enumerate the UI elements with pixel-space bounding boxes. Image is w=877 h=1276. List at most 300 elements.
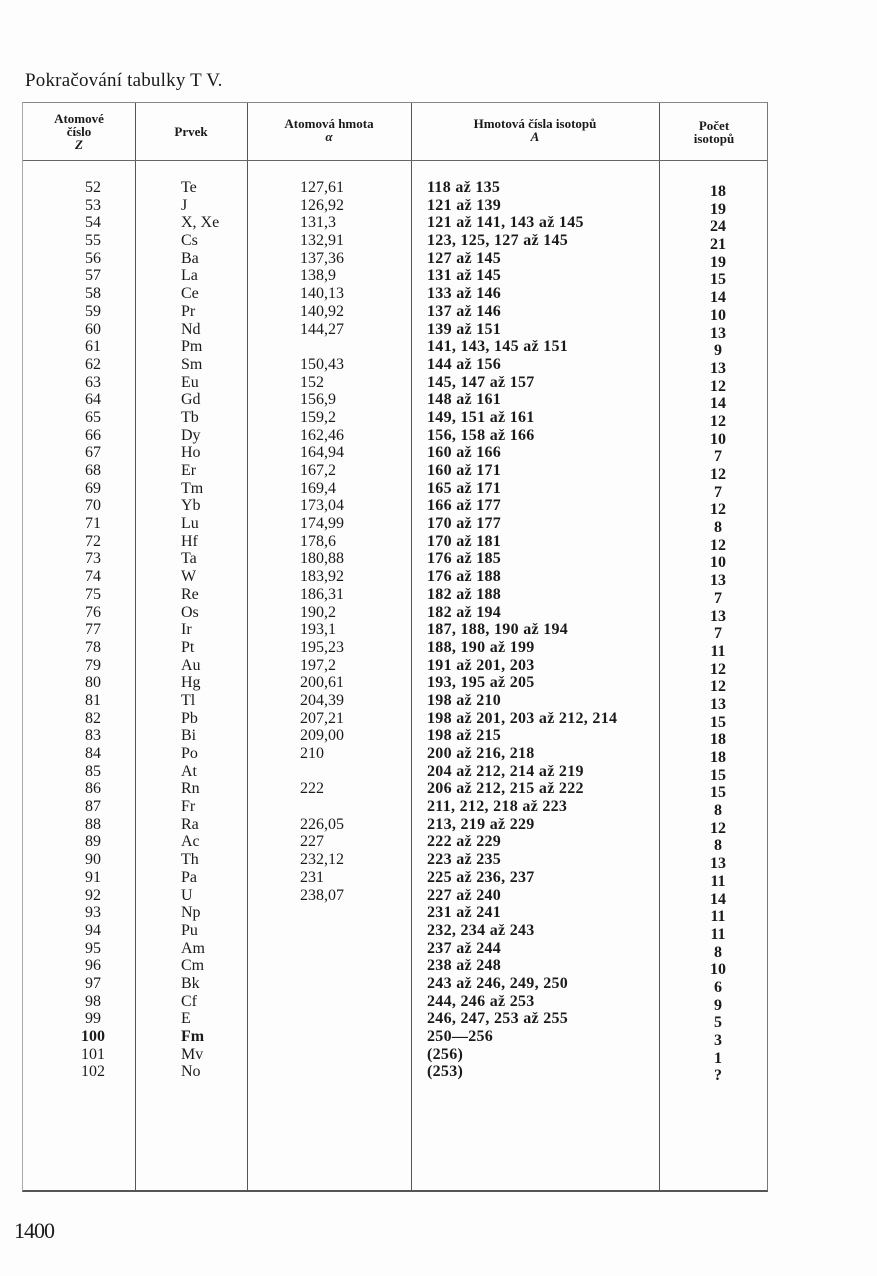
table-row xyxy=(23,550,767,572)
isotopes-cell: 191 až 201, 203 xyxy=(427,656,535,674)
element-cell: Nd xyxy=(181,320,201,338)
table-caption: Pokračování tabulky T V. xyxy=(25,70,223,91)
atomic-mass-cell: 226,05 xyxy=(300,815,344,833)
header-text: Hmotová čísla isotopů xyxy=(473,116,597,131)
element-cell: Am xyxy=(181,939,205,957)
header-element xyxy=(135,103,247,160)
table-row xyxy=(23,320,767,342)
table-row xyxy=(23,939,767,961)
isotopes-cell: 198 až 215 xyxy=(427,727,502,745)
isotopes-cell: 237 až 244 xyxy=(427,939,502,957)
isotope-count-cell: 18 xyxy=(710,731,726,749)
isotopes-cell: 121 až 139 xyxy=(427,196,502,214)
table-row xyxy=(23,1010,767,1032)
element-cell: Re xyxy=(181,585,199,603)
atomic-number-cell: 54 xyxy=(85,214,101,232)
isotopes-cell: 165 až 171 xyxy=(427,479,502,497)
atomic-mass-cell: 159,2 xyxy=(300,408,336,426)
atomic-mass-cell: 167,2 xyxy=(300,462,336,479)
atomic-mass-cell: 138,9 xyxy=(300,267,336,285)
atomic-number-cell: 67 xyxy=(85,444,101,462)
atomic-number-cell: 61 xyxy=(85,338,101,356)
atomic-mass-cell: 204,39 xyxy=(300,691,344,709)
element-cell: Ra xyxy=(181,815,199,833)
element-cell: U xyxy=(181,886,193,904)
header-text: číslo xyxy=(66,124,92,139)
table-row xyxy=(23,603,767,625)
isotopes-cell: 244, 246 až 253 xyxy=(427,992,535,1010)
atomic-mass-cell: 127,61 xyxy=(300,179,344,196)
element-cell: Os xyxy=(181,603,199,621)
element-cell: X, Xe xyxy=(181,214,220,232)
isotope-count-cell: 15 xyxy=(710,784,726,802)
atomic-mass-cell: 140,13 xyxy=(300,285,344,303)
table-row xyxy=(23,691,767,713)
atomic-number-cell: 95 xyxy=(85,939,101,957)
atomic-number-cell: 87 xyxy=(85,798,101,816)
atomic-number-cell: 65 xyxy=(85,408,101,426)
atomic-number-cell: 91 xyxy=(85,868,101,886)
header-isotope-mass-numbers xyxy=(411,103,659,160)
atomic-mass-cell: 222 xyxy=(300,780,324,798)
isotope-count-cell: 12 xyxy=(710,660,726,678)
isotopes-cell: 145, 147 až 157 xyxy=(427,373,535,391)
atomic-number-cell: 78 xyxy=(85,638,101,656)
atomic-number-cell: 83 xyxy=(85,727,101,745)
isotope-count-cell: 1 xyxy=(714,1049,722,1067)
atomic-number-cell: 84 xyxy=(85,745,101,762)
atomic-mass-cell: 150,43 xyxy=(300,355,344,373)
table-row xyxy=(23,1045,767,1067)
atomic-number-cell: 81 xyxy=(85,691,101,709)
isotope-count-cell: 15 xyxy=(710,271,726,289)
table-row xyxy=(23,444,767,466)
atomic-mass-cell: 131,3 xyxy=(300,214,336,232)
isotope-count-cell: 14 xyxy=(710,395,726,413)
table-row xyxy=(23,957,767,979)
isotope-count-cell: 6 xyxy=(714,978,722,996)
atomic-mass-cell: 137,36 xyxy=(300,249,344,267)
isotopes-cell: 206 až 212, 215 až 222 xyxy=(427,780,584,798)
atomic-mass-cell: 164,94 xyxy=(300,444,344,462)
table-row xyxy=(23,302,767,324)
isotope-count-cell: 13 xyxy=(710,324,726,342)
table-row xyxy=(23,833,767,855)
table-row xyxy=(23,1063,767,1085)
isotope-count-cell: 8 xyxy=(714,943,722,961)
atomic-number-cell: 70 xyxy=(85,497,101,515)
isotope-count-cell: 15 xyxy=(710,713,726,731)
header-divider xyxy=(23,160,767,161)
table-row xyxy=(23,355,767,377)
isotope-count-cell: ? xyxy=(714,1067,722,1085)
table-row xyxy=(23,886,767,908)
isotope-count-cell: 12 xyxy=(710,466,726,483)
atomic-mass-cell: 156,9 xyxy=(300,391,336,409)
isotope-count-cell: 19 xyxy=(710,253,726,271)
atomic-number-cell: 68 xyxy=(85,462,101,479)
table-row xyxy=(23,974,767,996)
header-text: Atomová hmota xyxy=(284,116,374,131)
atomic-number-cell: 97 xyxy=(85,974,101,992)
element-cell: E xyxy=(181,1010,191,1028)
header-symbol: A xyxy=(530,129,540,144)
atomic-number-cell: 102 xyxy=(81,1063,105,1081)
table-row xyxy=(23,709,767,731)
isotope-count-cell: 12 xyxy=(710,412,726,430)
table-row xyxy=(23,638,767,660)
isotope-count-cell: 12 xyxy=(710,377,726,395)
atomic-number-cell: 58 xyxy=(85,285,101,303)
element-cell: Eu xyxy=(181,373,199,391)
element-cell: Ho xyxy=(181,444,201,462)
isotopes-cell: 204 až 212, 214 až 219 xyxy=(427,762,584,780)
element-cell: Ta xyxy=(181,550,197,568)
table-body xyxy=(23,179,767,1085)
atomic-number-cell: 66 xyxy=(85,426,101,444)
element-cell: No xyxy=(181,1063,201,1081)
isotopes-cell: 123, 125, 127 až 145 xyxy=(427,232,569,250)
isotope-count-cell: 24 xyxy=(710,218,726,236)
table-row xyxy=(23,727,767,749)
table-row xyxy=(23,992,767,1014)
isotopes-cell: 193, 195 až 205 xyxy=(427,674,535,692)
element-cell: Rn xyxy=(181,780,200,798)
isotope-count-cell: 8 xyxy=(714,802,722,820)
table-row xyxy=(23,338,767,360)
isotopes-cell: 121 až 141, 143 až 145 xyxy=(427,214,584,232)
element-cell: Cs xyxy=(181,232,198,250)
atomic-mass-cell: 152 xyxy=(300,373,324,391)
isotopes-cell: 166 až 177 xyxy=(427,497,502,515)
header-isotope-count xyxy=(659,103,769,160)
atomic-number-cell: 99 xyxy=(85,1010,101,1028)
element-cell: Ce xyxy=(181,285,199,303)
isotopes-cell: 187, 188, 190 až 194 xyxy=(427,621,569,639)
atomic-mass-cell: 144,27 xyxy=(300,320,344,338)
isotopes-cell: (253) xyxy=(427,1063,464,1081)
table-row xyxy=(23,179,767,200)
atomic-mass-cell: 126,92 xyxy=(300,196,344,214)
element-cell: Hf xyxy=(181,532,198,550)
atomic-number-cell: 74 xyxy=(85,568,101,586)
header-atomic-mass xyxy=(247,103,411,160)
isotope-count-cell: 18 xyxy=(710,749,726,766)
isotope-count-cell: 13 xyxy=(710,695,726,713)
element-cell: J xyxy=(181,196,188,214)
header-symbol: α xyxy=(325,129,333,144)
atomic-mass-cell: 178,6 xyxy=(300,532,336,550)
element-cell: Po xyxy=(181,745,198,762)
element-cell: Au xyxy=(181,656,201,674)
isotopes-cell: 243 až 246, 249, 250 xyxy=(427,974,569,992)
isotope-count-cell: 11 xyxy=(710,925,726,943)
table-row xyxy=(23,868,767,890)
atomic-mass-cell: 162,46 xyxy=(300,426,344,444)
element-cell: Hg xyxy=(181,674,201,692)
isotope-count-cell: 21 xyxy=(710,236,726,254)
isotopes-cell: (256) xyxy=(427,1045,464,1063)
atomic-number-cell: 55 xyxy=(85,232,101,250)
isotopes-cell: 144 až 156 xyxy=(427,355,502,373)
atomic-mass-cell: 210 xyxy=(300,745,324,762)
atomic-number-cell: 98 xyxy=(85,992,101,1010)
table-row xyxy=(23,267,767,289)
atomic-mass-cell: 193,1 xyxy=(300,621,336,639)
isotopes-cell: 127 až 145 xyxy=(427,249,502,267)
atomic-number-cell: 53 xyxy=(85,196,101,214)
atomic-mass-cell: 186,31 xyxy=(300,585,344,603)
isotopes-cell: 182 až 188 xyxy=(427,585,502,603)
header-text: Počet xyxy=(698,117,730,133)
atomic-number-cell: 100 xyxy=(81,1028,105,1045)
atomic-number-cell: 71 xyxy=(85,515,101,533)
isotope-count-cell: 5 xyxy=(714,1014,722,1032)
isotope-count-cell: 9 xyxy=(714,996,722,1014)
isotopes-cell: 227 až 240 xyxy=(427,886,502,904)
atomic-mass-cell: 209,00 xyxy=(300,727,344,745)
atomic-mass-cell: 190,2 xyxy=(300,603,336,621)
element-cell: Bk xyxy=(181,974,200,992)
isotope-count-cell: 7 xyxy=(714,448,722,466)
isotopes-cell: 213, 219 až 229 xyxy=(427,815,535,833)
table-row xyxy=(23,232,767,254)
isotopes-cell: 176 až 188 xyxy=(427,568,502,586)
element-cell: Pa xyxy=(181,868,197,886)
atomic-number-cell: 76 xyxy=(85,603,101,621)
isotopes-cell: 231 až 241 xyxy=(427,904,502,922)
element-cell: Ir xyxy=(181,621,192,639)
table-row xyxy=(23,214,767,236)
isotopes-cell: 211, 212, 218 až 223 xyxy=(427,798,568,816)
table-row xyxy=(23,780,767,802)
isotopes-cell: 188, 190 až 199 xyxy=(427,638,535,656)
table-row xyxy=(23,815,767,837)
table-row xyxy=(23,373,767,395)
isotope-count-cell: 7 xyxy=(714,625,722,643)
isotopes-cell: 141, 143, 145 až 151 xyxy=(427,338,569,356)
isotopes-cell: 198 až 210 xyxy=(427,691,502,709)
element-cell: Tl xyxy=(181,691,196,709)
table-row xyxy=(23,921,767,943)
element-cell: Gd xyxy=(181,391,201,409)
header-text: Prvek xyxy=(174,124,208,139)
atomic-mass-cell: 232,12 xyxy=(300,851,344,869)
isotope-count-cell: 18 xyxy=(710,183,726,200)
element-cell: Fr xyxy=(181,798,196,816)
atomic-number-cell: 77 xyxy=(85,621,101,639)
element-cell: Sm xyxy=(181,355,203,373)
element-cell: Dy xyxy=(181,426,201,444)
atomic-mass-cell: 174,99 xyxy=(300,515,344,533)
isotopes-cell: 246, 247, 253 až 255 xyxy=(427,1010,569,1028)
atomic-number-cell: 92 xyxy=(85,886,101,904)
element-cell: Er xyxy=(181,462,197,479)
atomic-number-cell: 80 xyxy=(85,674,101,692)
atomic-number-cell: 56 xyxy=(85,249,101,267)
isotope-count-cell: 7 xyxy=(714,483,722,501)
table-row xyxy=(23,479,767,501)
atomic-number-cell: 72 xyxy=(85,532,101,550)
atomic-mass-cell: 132,91 xyxy=(300,232,344,250)
isotope-count-cell: 14 xyxy=(710,289,726,307)
table-row xyxy=(23,568,767,590)
isotope-count-cell: 13 xyxy=(710,359,726,377)
atomic-mass-cell: 207,21 xyxy=(300,709,344,727)
header-text: Atomové xyxy=(54,111,104,126)
element-cell: Ba xyxy=(181,249,199,267)
isotope-count-cell: 11 xyxy=(710,908,726,926)
atomic-number-cell: 82 xyxy=(85,709,101,727)
isotope-count-cell: 10 xyxy=(710,961,726,979)
table-row xyxy=(23,391,767,413)
atomic-number-cell: 69 xyxy=(85,479,101,497)
isotopes-cell: 137 až 146 xyxy=(427,302,502,320)
isotope-count-cell: 14 xyxy=(710,890,726,908)
table-row xyxy=(23,497,767,519)
atomic-number-cell: 88 xyxy=(85,815,101,833)
element-cell: Pu xyxy=(181,921,198,939)
table-row xyxy=(23,1028,767,1049)
element-cell: Cm xyxy=(181,957,205,975)
isotopes-cell: 170 až 177 xyxy=(427,515,502,533)
atomic-number-cell: 63 xyxy=(85,373,101,391)
isotope-count-cell: 11 xyxy=(710,642,726,660)
atomic-mass-cell: 195,23 xyxy=(300,638,344,656)
element-cell: Te xyxy=(181,179,197,196)
isotopes-cell: 118 až 135 xyxy=(427,179,501,196)
page-number: 1400 xyxy=(14,1218,54,1243)
atomic-number-cell: 90 xyxy=(85,851,101,869)
atomic-number-cell: 64 xyxy=(85,391,101,409)
atomic-mass-cell: 169,4 xyxy=(300,479,336,497)
atomic-mass-cell: 180,88 xyxy=(300,550,344,568)
atomic-number-cell: 75 xyxy=(85,585,101,603)
element-cell: Pr xyxy=(181,302,196,320)
table-row xyxy=(23,851,767,873)
atomic-number-cell: 93 xyxy=(85,904,101,922)
isotopes-cell: 222 až 229 xyxy=(427,833,502,851)
isotopes-cell: 160 až 171 xyxy=(427,462,502,479)
atomic-mass-cell: 231 xyxy=(300,868,324,886)
isotopes-cell: 139 až 151 xyxy=(427,320,502,338)
atomic-mass-cell: 238,07 xyxy=(300,886,344,904)
table-row xyxy=(23,904,767,926)
isotopes-cell: 148 až 161 xyxy=(427,391,502,409)
atomic-mass-cell: 173,04 xyxy=(300,497,344,515)
isotope-count-cell: 12 xyxy=(710,501,726,519)
table-row xyxy=(23,285,767,307)
atomic-number-cell: 57 xyxy=(85,267,101,285)
element-cell: Ac xyxy=(181,833,200,851)
atomic-number-cell: 59 xyxy=(85,302,101,320)
isotopes-cell: 238 až 248 xyxy=(427,957,502,975)
atomic-number-cell: 94 xyxy=(85,921,101,939)
atomic-mass-cell: 197,2 xyxy=(300,656,336,674)
isotope-count-cell: 8 xyxy=(714,837,722,855)
isotope-count-cell: 12 xyxy=(710,536,726,554)
atomic-number-cell: 89 xyxy=(85,833,101,851)
isotope-table xyxy=(22,102,768,1192)
table-row xyxy=(23,196,767,218)
element-cell: Lu xyxy=(181,515,199,533)
atomic-number-cell: 101 xyxy=(81,1045,105,1063)
element-cell: Tm xyxy=(181,479,204,497)
element-cell: Tb xyxy=(181,408,199,426)
table-row xyxy=(23,585,767,607)
isotope-count-cell: 11 xyxy=(710,872,726,890)
isotope-count-cell: 8 xyxy=(714,519,722,537)
table-row xyxy=(23,656,767,678)
isotope-count-cell: 10 xyxy=(710,430,726,448)
atomic-number-cell: 73 xyxy=(85,550,101,568)
isotope-count-cell: 7 xyxy=(714,589,722,607)
table-row xyxy=(23,621,767,643)
isotope-count-cell: 13 xyxy=(710,572,726,590)
table-row xyxy=(23,462,767,483)
header-atomic-number xyxy=(23,103,135,160)
element-cell: Mv xyxy=(181,1045,204,1063)
element-cell: Bi xyxy=(181,727,197,745)
element-cell: Pt xyxy=(181,638,195,656)
isotopes-cell: 223 až 235 xyxy=(427,851,502,869)
isotopes-cell: 198 až 201, 203 až 212, 214 xyxy=(427,709,618,727)
atomic-mass-cell: 227 xyxy=(300,833,324,851)
isotopes-cell: 232, 234 až 243 xyxy=(427,921,535,939)
isotope-count-cell: 13 xyxy=(710,607,726,625)
table-row xyxy=(23,745,767,766)
isotopes-cell: 133 až 146 xyxy=(427,285,502,303)
atomic-number-cell: 60 xyxy=(85,320,101,338)
element-cell: Yb xyxy=(181,497,201,515)
table-row xyxy=(23,532,767,554)
isotope-count-cell: 13 xyxy=(710,855,726,873)
table-row xyxy=(23,249,767,271)
table-row xyxy=(23,515,767,537)
table-row xyxy=(23,426,767,448)
element-cell: Pm xyxy=(181,338,203,356)
isotope-count-cell: 12 xyxy=(710,819,726,837)
isotopes-cell: 176 až 185 xyxy=(427,550,502,568)
element-cell: La xyxy=(181,267,198,285)
atomic-mass-cell: 140,92 xyxy=(300,302,344,320)
element-cell: Np xyxy=(181,904,201,922)
element-cell: Fm xyxy=(181,1028,205,1045)
isotope-count-cell: 10 xyxy=(710,306,726,324)
table-row xyxy=(23,674,767,696)
atomic-number-cell: 86 xyxy=(85,780,101,798)
table-row xyxy=(23,798,767,820)
isotope-count-cell: 19 xyxy=(710,200,726,218)
header-symbol: Z xyxy=(75,137,83,152)
element-cell: Cf xyxy=(181,992,197,1010)
isotope-count-cell: 3 xyxy=(714,1032,722,1049)
atomic-number-cell: 62 xyxy=(85,355,101,373)
isotope-count-cell: 12 xyxy=(710,678,726,696)
atomic-mass-cell: 183,92 xyxy=(300,568,344,586)
atomic-number-cell: 79 xyxy=(85,656,101,674)
isotopes-cell: 200 až 216, 218 xyxy=(427,745,535,762)
atomic-number-cell: 52 xyxy=(85,179,101,196)
element-cell: At xyxy=(181,762,197,780)
isotopes-cell: 149, 151 až 161 xyxy=(427,408,535,426)
isotopes-cell: 225 až 236, 237 xyxy=(427,868,535,886)
isotopes-cell: 156, 158 až 166 xyxy=(427,426,535,444)
isotope-count-cell: 9 xyxy=(714,342,722,360)
isotopes-cell: 250—256 xyxy=(427,1028,494,1045)
isotopes-cell: 160 až 166 xyxy=(427,444,502,462)
element-cell: W xyxy=(181,568,197,586)
